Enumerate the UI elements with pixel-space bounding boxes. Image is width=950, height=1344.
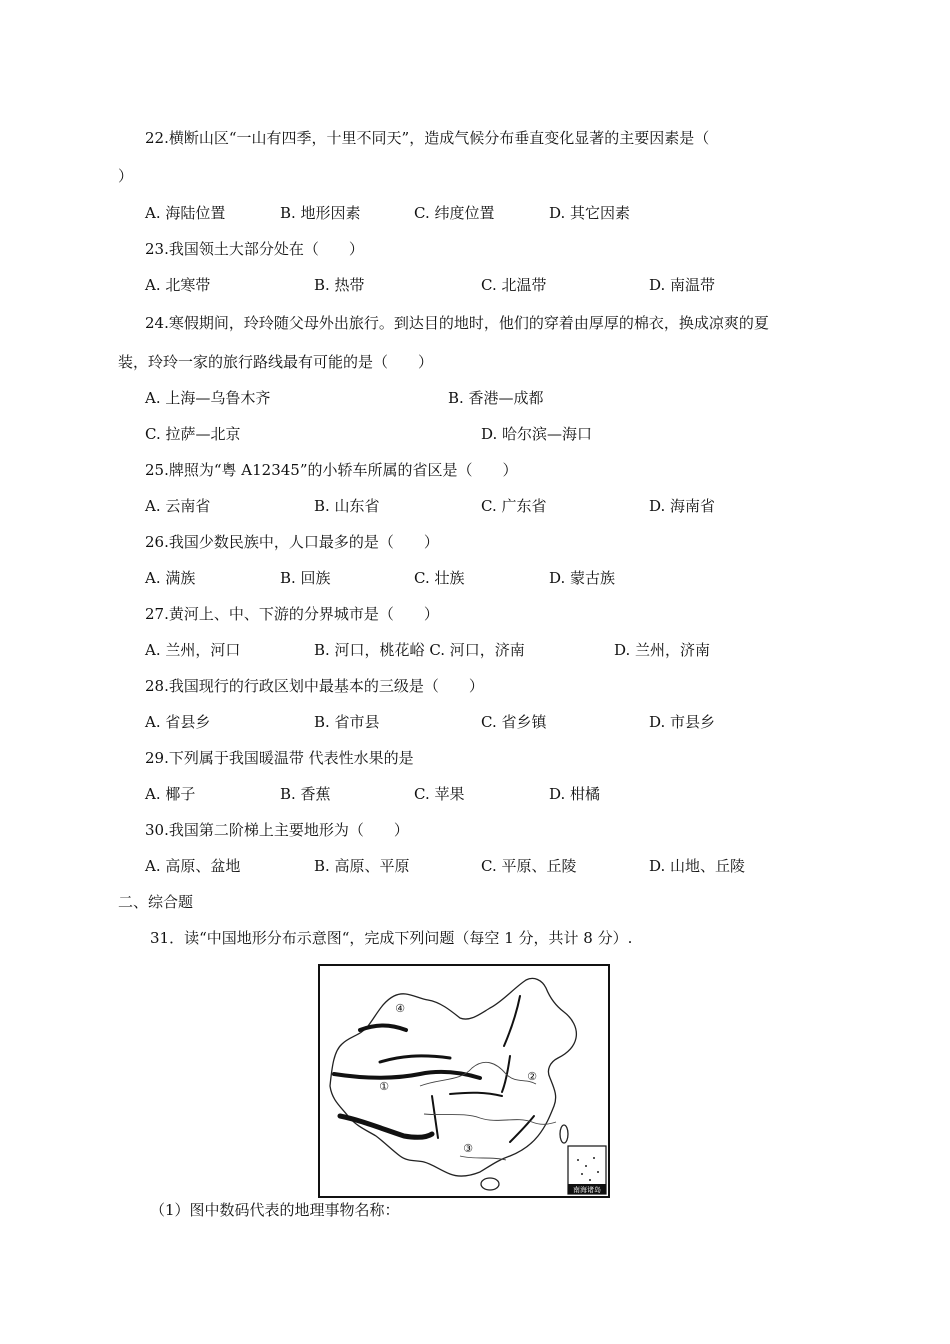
- range-tianshan: [360, 1026, 406, 1031]
- q24-option-c: C. 拉萨—北京: [145, 425, 241, 443]
- q28-option-d: D. 市县乡: [649, 713, 716, 731]
- q26-option-c: C. 壮族: [414, 569, 465, 587]
- q30-option-c: C. 平原、丘陵: [481, 857, 577, 875]
- hainan-island: [481, 1178, 499, 1190]
- map-label-1: ①: [379, 1080, 389, 1093]
- question-31-stem: 31．读“中国地形分布示意图“，完成下列问题（每空 1 分，共计 8 分）.: [150, 929, 633, 947]
- question-22-stem: 22.横断山区“一山有四季，十里不同天”，造成气候分布垂直变化显著的主要因素是（: [145, 129, 710, 147]
- q29-option-c: C. 苹果: [414, 785, 465, 803]
- q24-option-a: A. 上海—乌鲁木齐: [145, 389, 271, 407]
- q29-option-a: A. 椰子: [145, 785, 196, 803]
- taiwan-island: [560, 1125, 568, 1143]
- q25-option-a: A. 云南省: [145, 497, 211, 515]
- question-24-stem: 24.寒假期间，玲玲随父母外出旅行。到达目的地时，他们的穿着由厚厚的棉衣，换成凉爽的夏: [145, 314, 769, 332]
- q25-option-c: C. 广东省: [481, 497, 547, 515]
- q29-option-d: D. 柑橘: [549, 785, 601, 803]
- q28-option-b: B. 省市县: [314, 713, 380, 731]
- question-28-stem: 28.我国现行的行政区划中最基本的三级是（ ）: [145, 677, 484, 695]
- question-23-stem: 23.我国领土大部分处在（ ）: [145, 240, 364, 258]
- range-qinling: [450, 1093, 502, 1096]
- q30-option-b: B. 高原、平原: [314, 857, 410, 875]
- q27-option-d: D. 兰州，济南: [614, 641, 711, 659]
- q25-option-b: B. 山东省: [314, 497, 380, 515]
- map-label-4: ④: [395, 1002, 405, 1015]
- q28-option-a: A. 省县乡: [145, 713, 211, 731]
- q22-option-b: B. 地形因素: [280, 204, 361, 222]
- section-heading: 二、综合题: [118, 893, 194, 911]
- range-qilian: [380, 1056, 450, 1062]
- q25-option-d: D. 海南省: [649, 497, 716, 515]
- q23-option-b: B. 热带: [314, 276, 365, 294]
- q30-option-d: D. 山地、丘陵: [649, 857, 746, 875]
- q26-option-b: B. 回族: [280, 569, 331, 587]
- q30-option-a: A. 高原、盆地: [145, 857, 241, 875]
- q27-option-a: A. 兰州，河口: [145, 641, 241, 659]
- south-sea-inset: [568, 1146, 606, 1194]
- china-map-drawing: [320, 966, 608, 1196]
- question-27-stem: 27.黄河上、中、下游的分界城市是（ ）: [145, 605, 439, 623]
- q22-option-c: C. 纬度位置: [414, 204, 495, 222]
- river-pearl: [460, 1156, 506, 1160]
- q26-option-d: D. 蒙古族: [549, 569, 616, 587]
- range-himalaya: [340, 1116, 432, 1137]
- q28-option-c: C. 省乡镇: [481, 713, 547, 731]
- range-daxinganling: [504, 996, 520, 1046]
- map-label-3: ③: [463, 1142, 473, 1155]
- q22-option-d: D. 其它因素: [549, 204, 631, 222]
- q29-option-b: B. 香蕉: [280, 785, 331, 803]
- q23-option-d: D. 南温带: [649, 276, 716, 294]
- question-31-sub-1: （1）图中数码代表的地理事物名称：: [150, 1201, 400, 1219]
- question-22-stem-cont: ）: [118, 167, 134, 185]
- map-label-2: ②: [527, 1070, 537, 1083]
- q27-option-bc: B. 河口，桃花峪 C. 河口，济南: [314, 641, 525, 659]
- q24-option-d: D. 哈尔滨—海口: [481, 425, 593, 443]
- question-30-stem: 30.我国第二阶梯上主要地形为（ ）: [145, 821, 409, 839]
- question-24-stem-cont: 装，玲玲一家的旅行路线最有可能的是（ ）: [118, 353, 434, 371]
- q23-option-c: C. 北温带: [481, 276, 547, 294]
- q24-option-b: B. 香港—成都: [448, 389, 544, 407]
- q23-option-a: A. 北寒带: [145, 276, 211, 294]
- river-yangtze: [424, 1114, 556, 1124]
- question-26-stem: 26.我国少数民族中，人口最多的是（ ）: [145, 533, 439, 551]
- china-terrain-map: [318, 964, 610, 1198]
- q26-option-a: A. 满族: [145, 569, 196, 587]
- question-29-stem: 29.下列属于我国暖温带 代表性水果的是: [145, 749, 414, 767]
- q22-option-a: A. 海陆位置: [145, 204, 226, 222]
- question-25-stem: 25.牌照为“粤 A12345”的小轿车所属的省区是（ ）: [145, 461, 518, 479]
- inset-label: 南海诸岛: [573, 1186, 601, 1194]
- river-yellow: [420, 1062, 536, 1086]
